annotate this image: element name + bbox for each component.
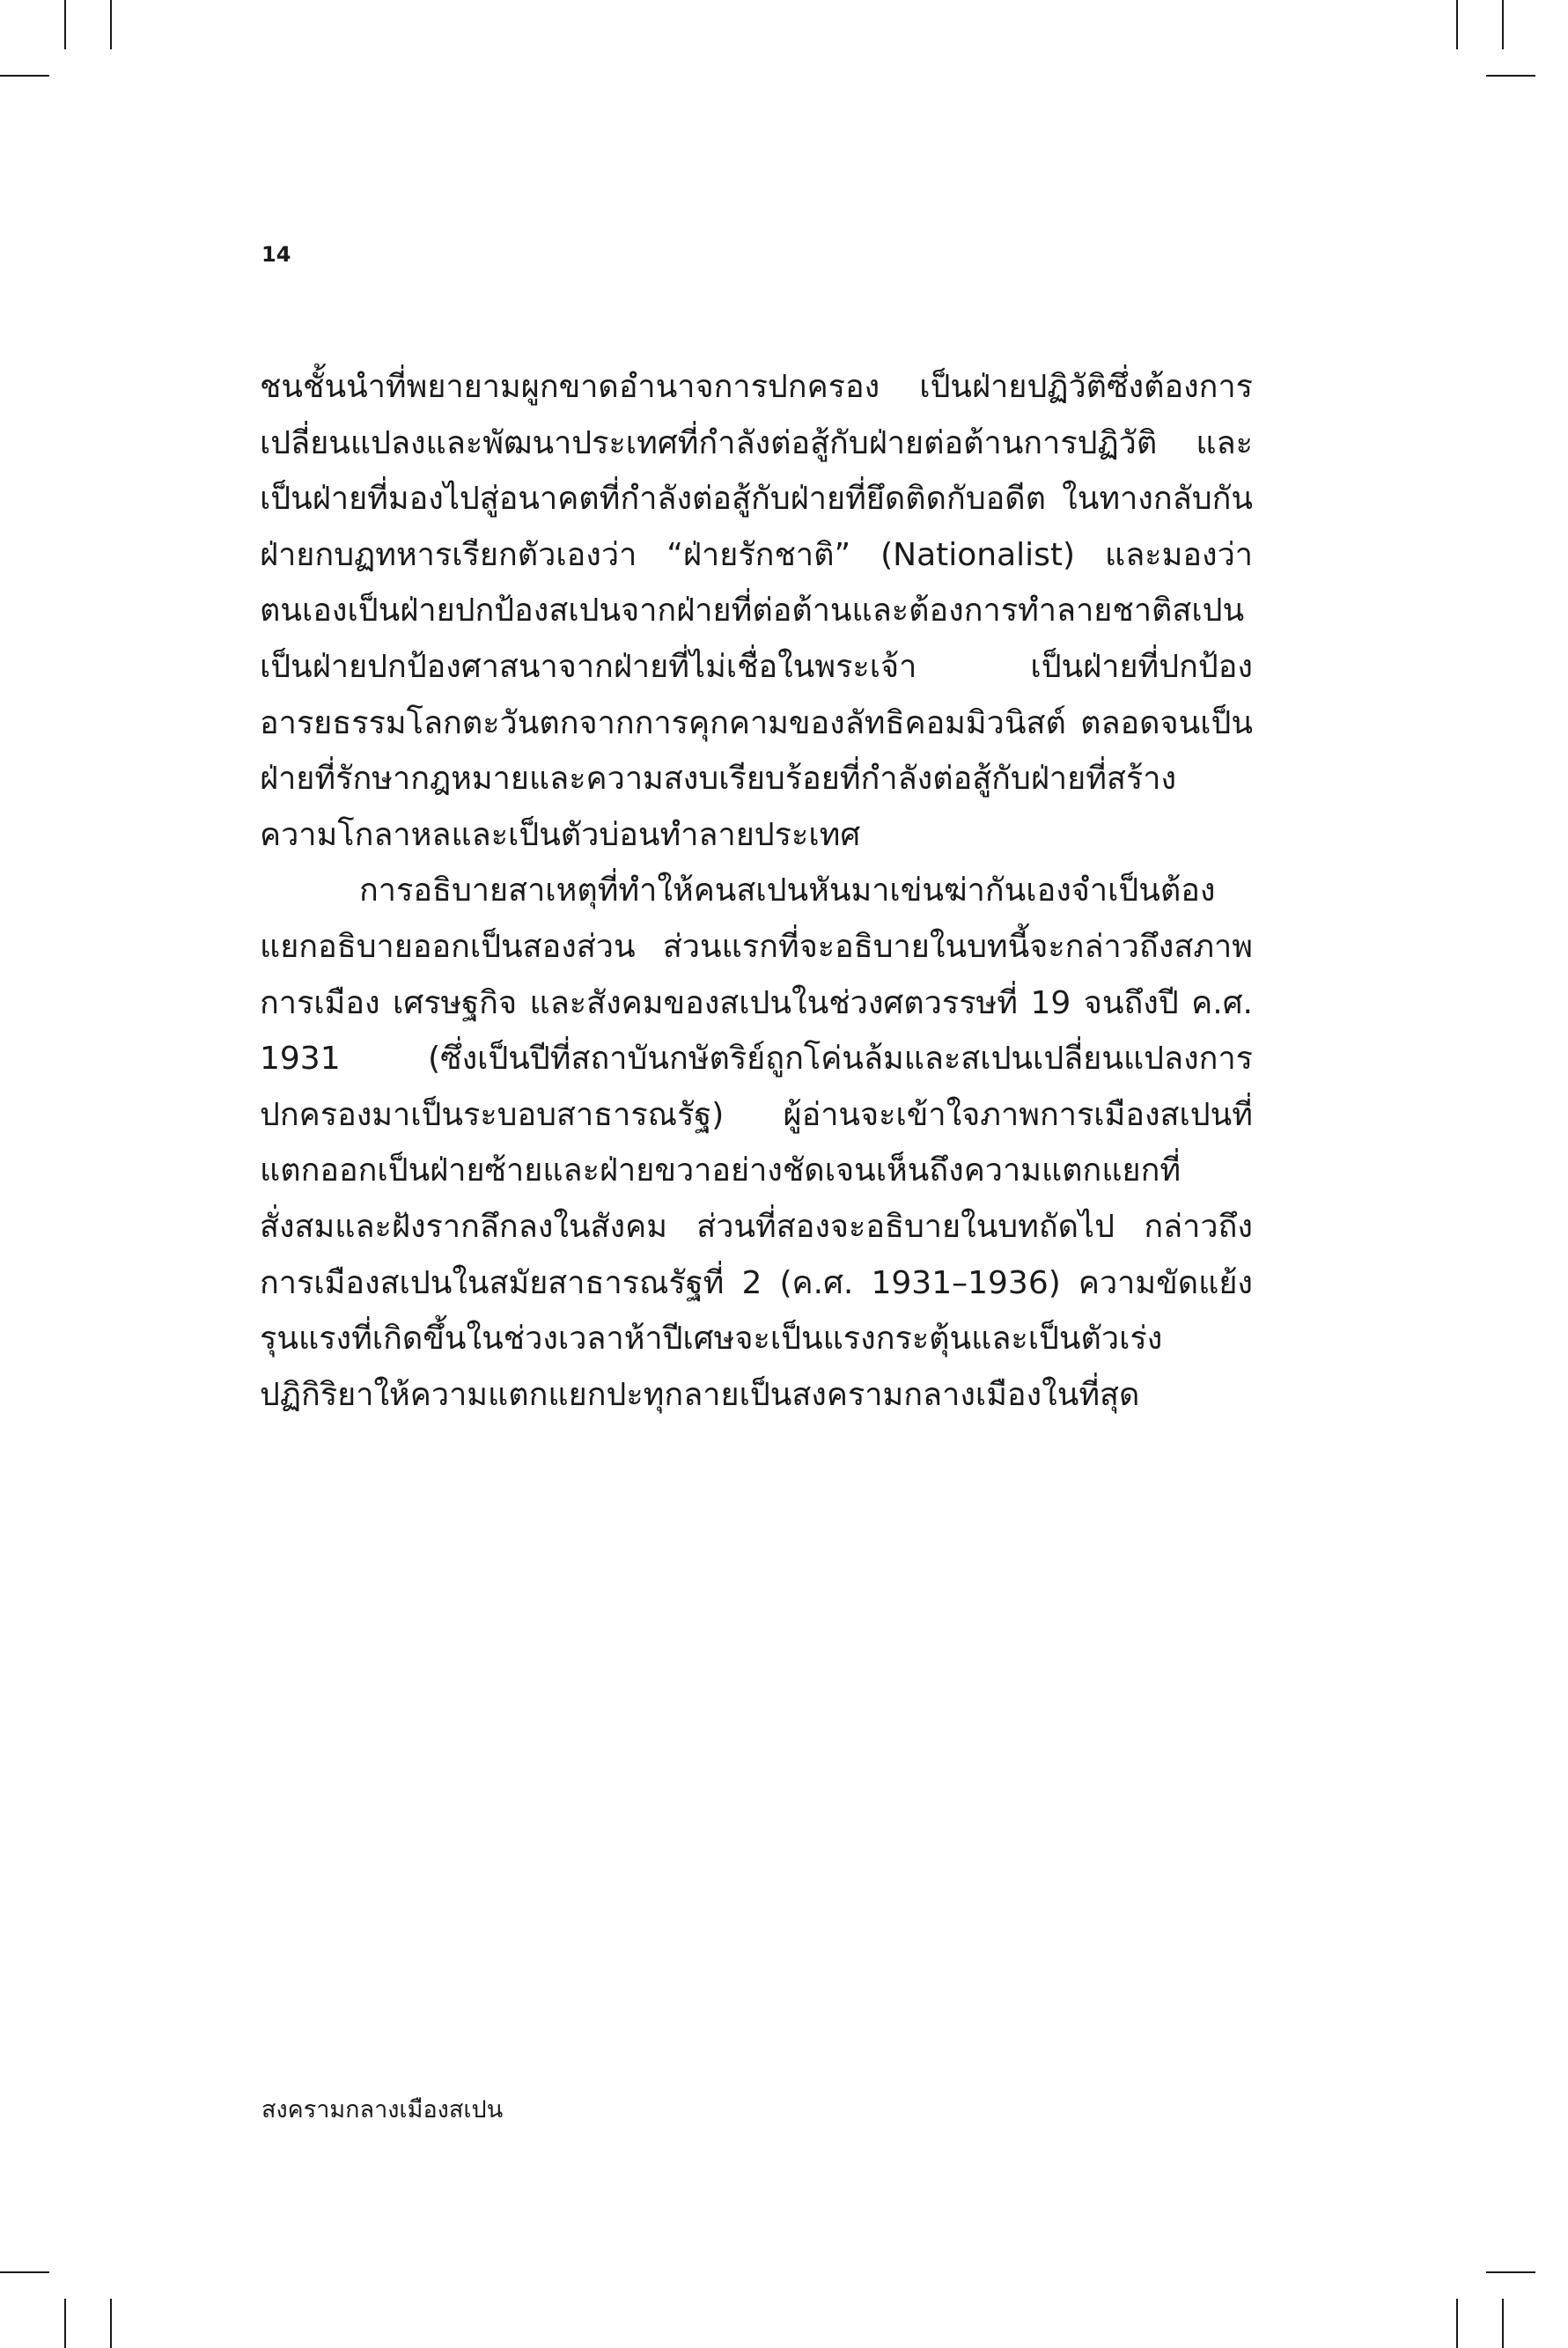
crop-mark [1502, 2299, 1504, 2348]
crop-mark [1502, 0, 1504, 49]
crop-mark [1486, 75, 1535, 77]
crop-mark [1486, 2271, 1535, 2273]
crop-mark [110, 0, 112, 49]
crop-mark [0, 2271, 49, 2273]
body-text [260, 359, 1253, 1423]
running-footer: สงครามกลางเมืองสเปน [261, 2096, 504, 2124]
crop-mark [1456, 2299, 1458, 2348]
crop-mark [0, 75, 49, 77]
paragraph: การอธิบายสาเหตุที่ทำให้คนสเปนหันมาเข่นฆ่ากันเองจำเป็นต้องแยกอธิบายออกเป็นสองส่วน ส่วนแรกที่จะอธิบายในบทนี้จะกล่าวถึงสภาพการเมือง เศรษฐกิจ และสังคมของสเปนในช่วงศตวรรษที่ 19 จนถึงปี ค.ศ. 1931 (ซึ่งเป็นปีที่สถาบันกษัตริย์ถูกโค่นล้มและสเปนเปลี่ยนแปลงการปกครองมาเป็นระบอบสาธารณรัฐ) ผู้อ่านจะเข้าใจภาพการเมืองสเปนที่แตกออกเป็นฝ่ายซ้ายและฝ่ายขวาอย่างชัดเจนเห็นถึงความแตกแยกที่สั่งสมและฝังรากลึกลงในสังคม ส่วนที่สองจะอธิบายในบทถัดไป กล่าวถึงการเมืองสเปนในสมัยสาธารณรัฐที่ 2 (ค.ศ. 1931–1936) ความขัดแย้งรุนแรงที่เกิดขึ้นในช่วงเวลาห้าปีเศษจะเป็นแรงกระตุ้นและเป็นตัวเร่งปฏิกิริยาให้ความแตกแยกปะทุกลายเป็นสงครามกลางเมืองในที่สุด [260, 872, 1253, 1413]
crop-mark [64, 2299, 66, 2348]
crop-mark [1456, 0, 1458, 49]
crop-mark [110, 2299, 112, 2348]
crop-mark [64, 0, 66, 49]
page-number: 14 [261, 242, 291, 267]
paragraph: ชนชั้นนำที่พยายามผูกขาดอำนาจการปกครอง เป็นฝ่ายปฏิวัติซึ่งต้องการเปลี่ยนแปลงและพัฒนาประเทศที่กำลังต่อสู้กับฝ่ายต่อต้านการปฏิวัติ และเป็นฝ่ายที่มองไปสู่อนาคตที่กำลังต่อสู้กับฝ่ายที่ยึดติดกับอดีต ในทางกลับกัน ฝ่ายกบฏทหารเรียกตัวเองว่า “ฝ่ายรักชาติ” (Nationalist) และมองว่าตนเองเป็นฝ่ายปกป้องสเปนจากฝ่ายที่ต่อต้านและต้องการทำลายชาติสเปน เป็นฝ่ายปกป้องศาสนาจากฝ่ายที่ไม่เชื่อในพระเจ้า เป็นฝ่ายที่ปกป้องอารยธรรมโลกตะวันตกจากการคุกคามของลัทธิคอมมิวนิสต์ ตลอดจนเป็นฝ่ายที่รักษากฎหมายและความสงบเรียบร้อยที่กำลังต่อสู้กับฝ่ายที่สร้างความโกลาหลและเป็นตัวบ่อนทำลายประเทศ [260, 369, 1253, 853]
